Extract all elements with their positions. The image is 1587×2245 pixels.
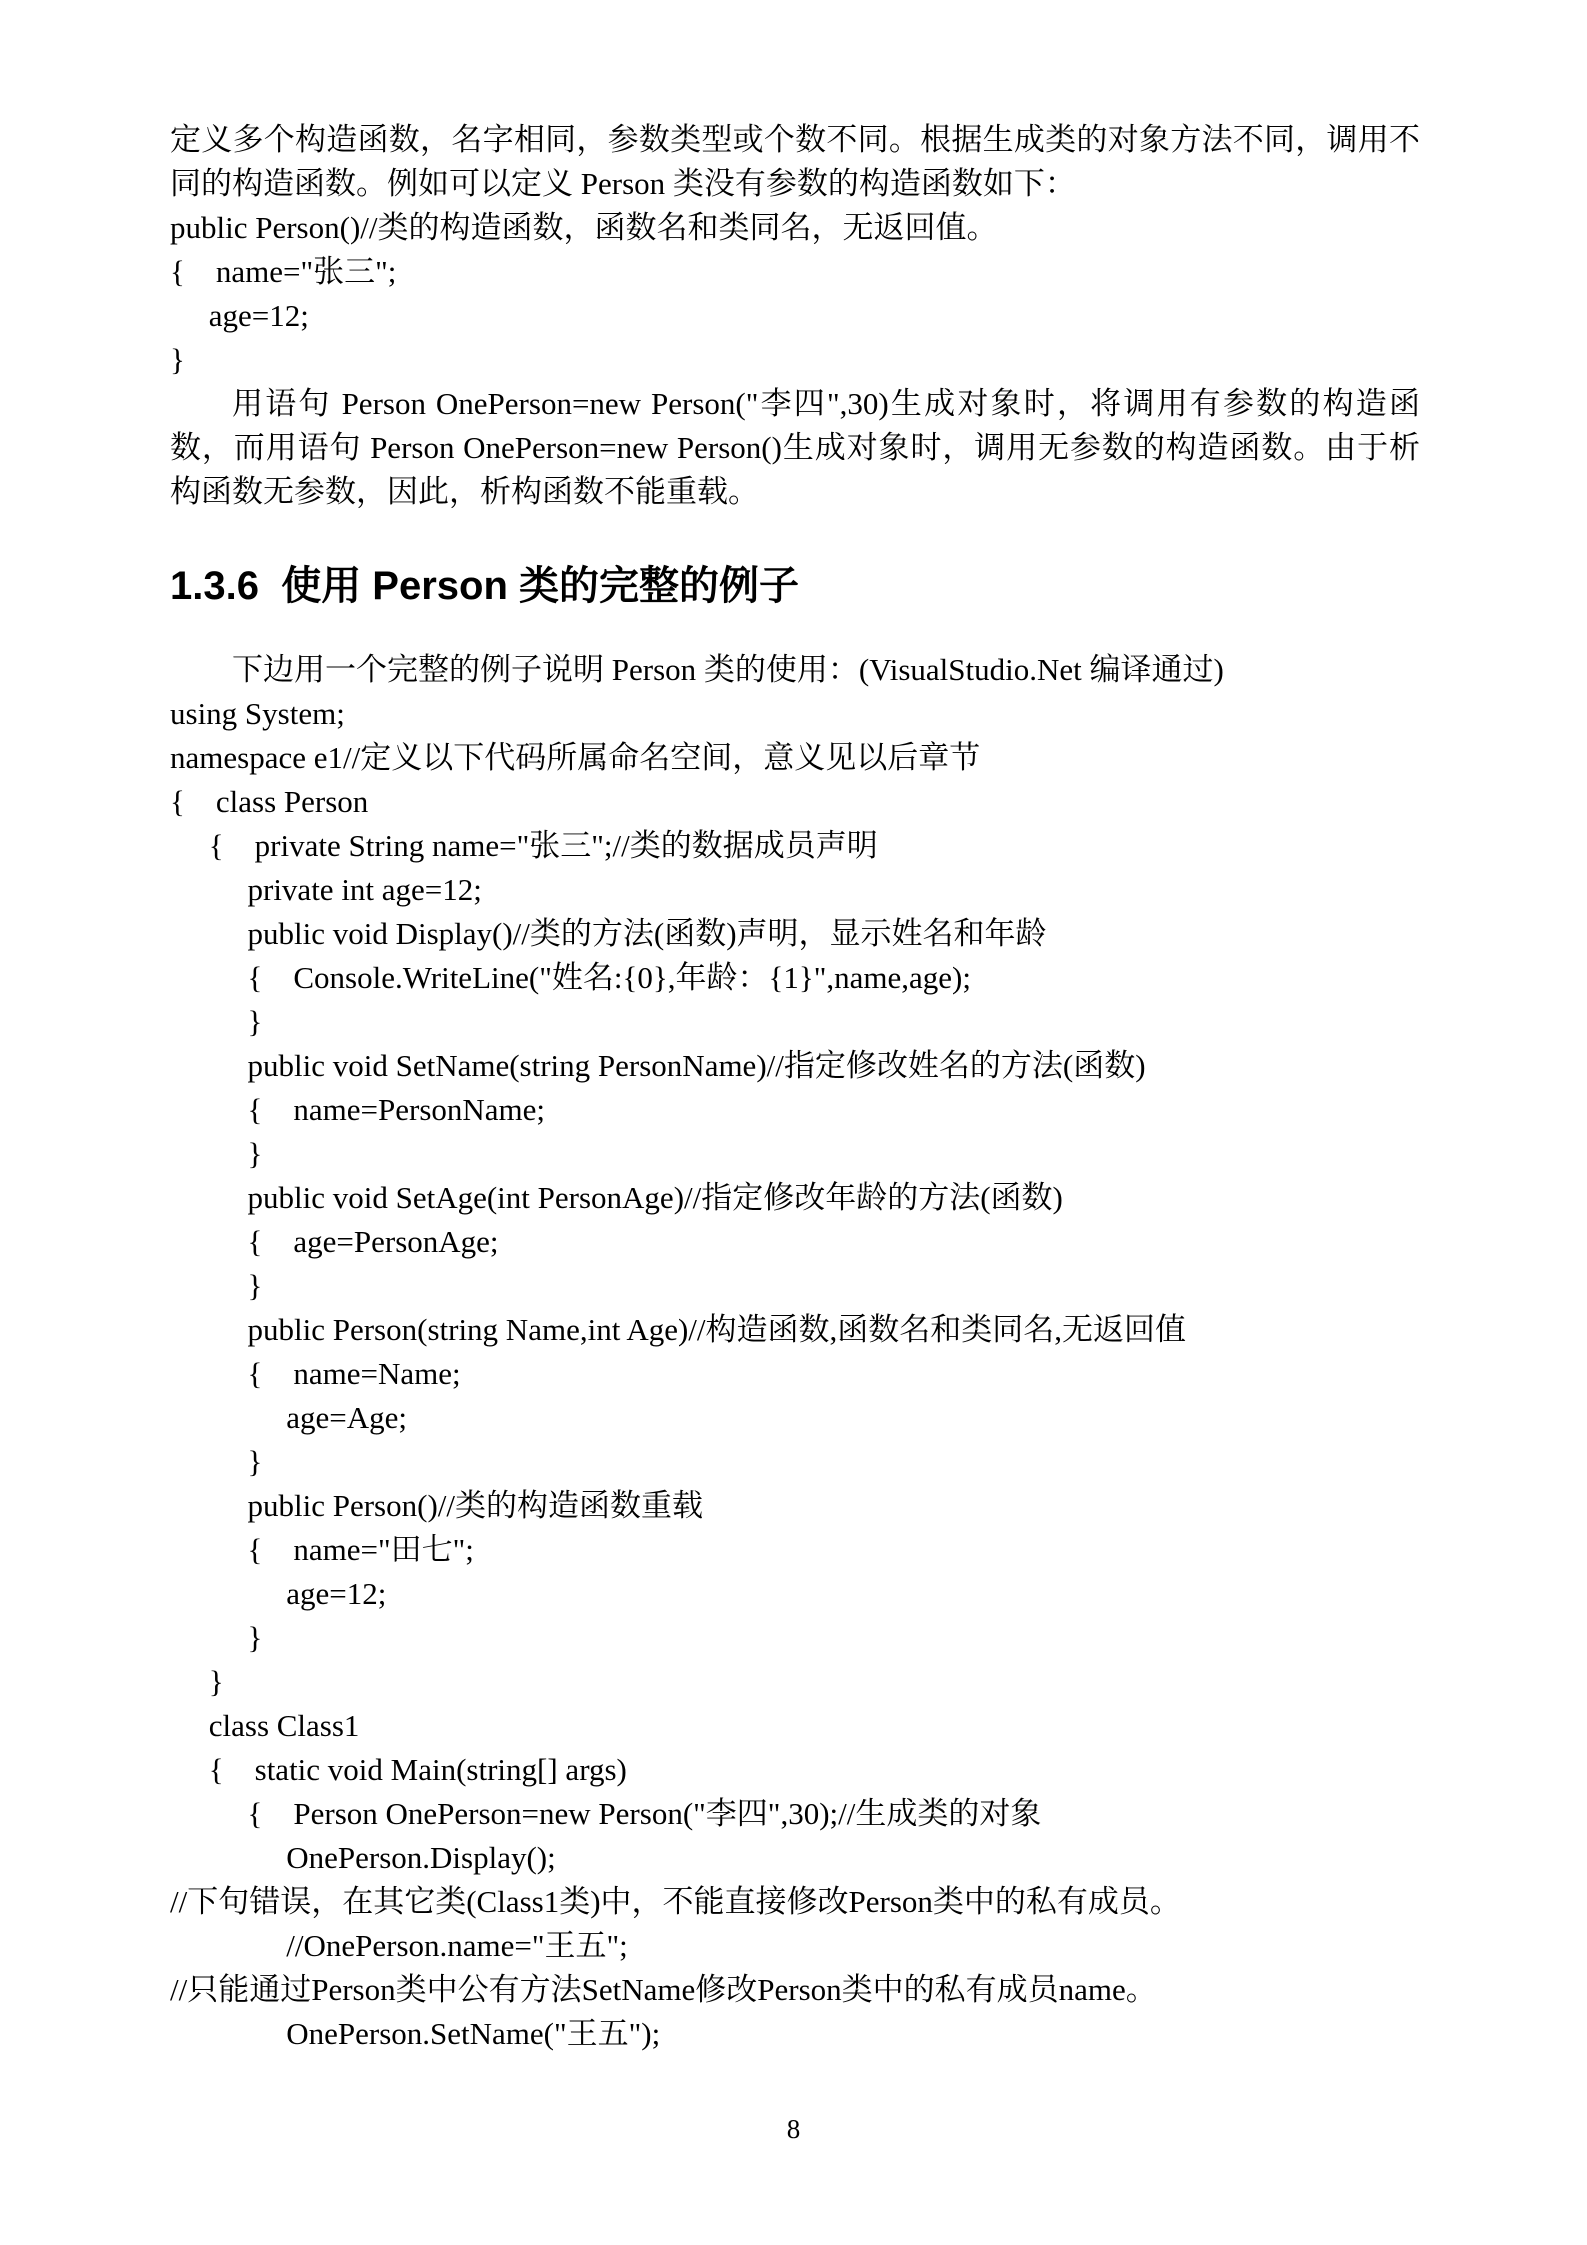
code-block-person-constructor — [170, 206, 1420, 382]
code-block-example — [170, 692, 1420, 2056]
code-line: } — [170, 1136, 263, 1171]
code-line: public void SetName(string PersonName)//指定修改姓名的方法(函数) — [170, 1048, 1146, 1083]
code-line: } — [170, 1004, 263, 1039]
document-page-content — [170, 118, 1420, 2056]
code-line: //下句错误，在其它类(Class1类)中，不能直接修改Person类中的私有成员。 — [170, 1884, 1181, 1919]
paragraph-constructors-overload: 定义多个构造函数，名字相同，参数类型或个数不同。根据生成类的对象方法不同，调用不同的构造函数。例如可以定义 Person 类没有参数的构造函数如下： — [170, 122, 1420, 201]
code-line: namespace e1//定义以下代码所属命名空间，意义见以后章节 — [170, 740, 981, 775]
page-number: 8 — [786, 2114, 801, 2144]
code-line: { private String name="张三";//类的数据成员声明 — [170, 828, 878, 863]
code-line: } — [170, 342, 185, 377]
code-line: age=12; — [170, 1576, 387, 1611]
code-line: { Console.WriteLine("姓名:{0},年龄：{1}",name,age); — [170, 960, 971, 995]
code-line: { static void Main(string[] args) — [170, 1752, 627, 1787]
code-line: private int age=12; — [170, 872, 482, 907]
code-line: } — [170, 1664, 224, 1699]
code-line: { class Person — [170, 784, 369, 819]
code-line: age=Age; — [170, 1400, 408, 1435]
paragraph-constructor-call: 用语句 Person OnePerson=new Person("李四",30)生成对象时，将调用有参数的构造函数，而用语句 Person OnePerson=new Person()生成对象时，调用无参数的构造函数。由于析构函数无参数，因此，析构函数不能重载。 — [170, 386, 1420, 509]
code-line: { age=PersonAge; — [170, 1224, 499, 1259]
code-line: OnePerson.Display(); — [170, 1840, 556, 1875]
code-line: OnePerson.SetName("王五"); — [170, 2016, 661, 2051]
code-line: public Person()//类的构造函数重载 — [170, 1488, 703, 1523]
code-line: class Class1 — [170, 1708, 360, 1743]
code-line: age=12; — [170, 298, 309, 333]
code-line: public void SetAge(int PersonAge)//指定修改年龄的方法(函数) — [170, 1180, 1063, 1215]
code-line: { Person OnePerson=new Person("李四",30);//生成类的对象 — [170, 1796, 1042, 1831]
code-line: //OnePerson.name="王五"; — [170, 1928, 628, 1963]
code-line: public void Display()//类的方法(函数)声明，显示姓名和年龄 — [170, 916, 1047, 951]
code-line: { name="张三"; — [170, 254, 397, 289]
section-heading: 1.3.6 使用 Person 类的完整的例子 — [170, 564, 800, 608]
code-line: using System; — [170, 696, 345, 731]
code-line: public Person(string Name,int Age)//构造函数,函数名和类同名,无返回值 — [170, 1312, 1187, 1347]
code-line: } — [170, 1620, 263, 1655]
code-line: { name=Name; — [170, 1356, 461, 1391]
code-line: { name="田七"; — [170, 1532, 474, 1567]
code-line: } — [170, 1444, 263, 1479]
code-line: } — [170, 1268, 263, 1303]
code-line: { name=PersonName; — [170, 1092, 546, 1127]
code-line: public Person()//类的构造函数，函数名和类同名，无返回值。 — [170, 210, 998, 245]
code-line: //只能通过Person类中公有方法SetName修改Person类中的私有成员name。 — [170, 1972, 1157, 2007]
paragraph-example-intro: 下边用一个完整的例子说明 Person 类的使用：(VisualStudio.Net 编译通过) — [232, 652, 1224, 687]
